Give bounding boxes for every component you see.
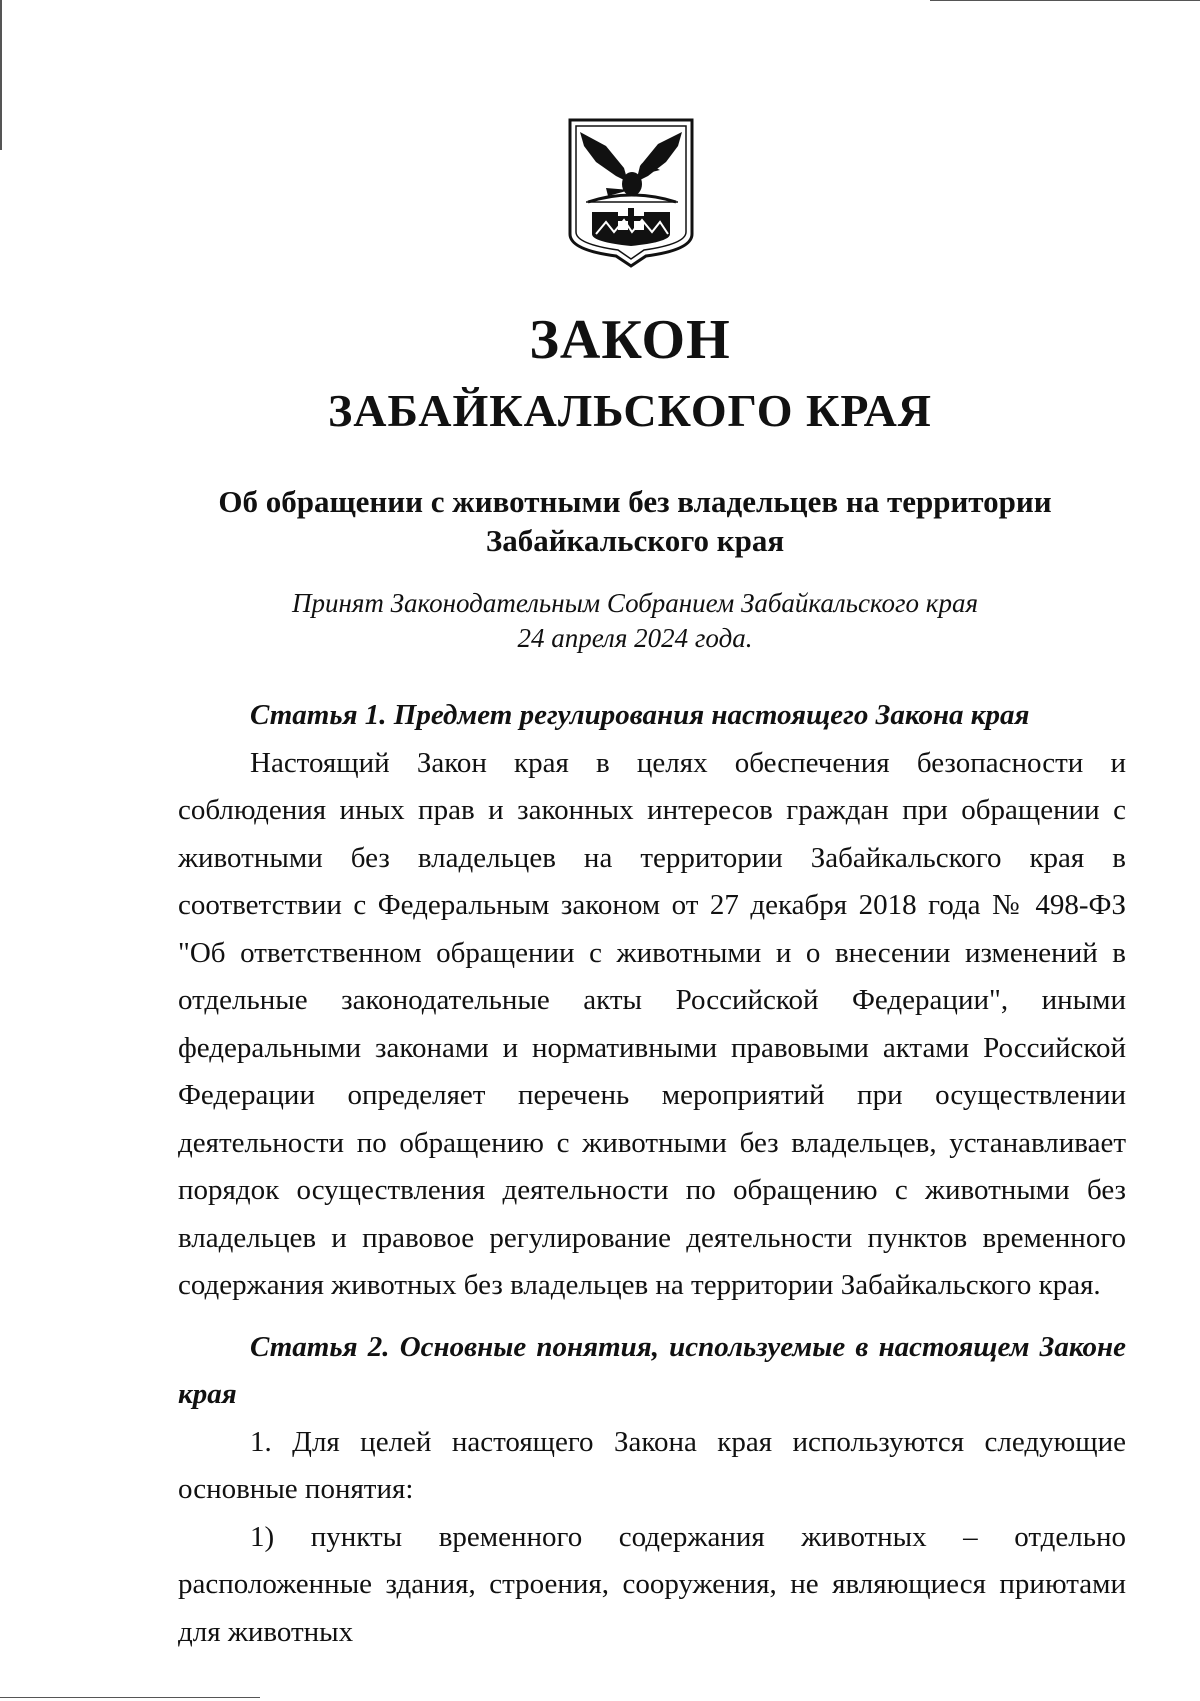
article-1-text: Настоящий Закон края в целях обеспечения безопасности и соблюдения иных прав и законных интересов граждан при обращении с животными без владельцев на территории Забайкальского края в соответствии с Федеральным законом от 27 декабря 2018 года № 498-ФЗ "Об ответственном обращении с животными и о внесении изменений в отдельные законодательные акты Российской Федерации", иными федеральными законами и нормативными правовыми актами Российской Федерации определяет перечень мероприятий при осуществлении деятельности по обращению с животными без владельцев, устанавливает порядок осуществления деятельности по обращению с животными без владельцев и правовое регулирование деятельности пунктов временного содержания животных без владельцев на территории Забайкальского края. [178, 746, 1126, 1301]
article-1-heading: Статья 1. Предмет регулирования настоящего Закона края [250, 699, 1030, 731]
article-2-paragraph-1: 1. Для целей настоящего Закона края используются следующие основные понятия: [178, 1425, 1126, 1505]
article-2-item-1: 1) пункты временного содержания животных – отдельно расположенные здания, строения, сооружения, не являющиеся приютами для животных [178, 1520, 1126, 1648]
law-body [178, 692, 1126, 1656]
law-subtitle-line2: Забайкальского края [485, 523, 785, 558]
coat-of-arms-emblem [566, 116, 696, 268]
scan-artifact-left [0, 0, 2, 150]
law-subtitle [150, 482, 1120, 560]
article-2-heading: Статья 2. Основные понятия, используемые в настоящем Законе края [178, 1330, 1126, 1410]
adoption-date: 24 апреля 2024 года. [517, 623, 753, 653]
scan-artifact-bottom [0, 1697, 260, 1698]
scan-artifact-top [930, 0, 1200, 1]
adoption-note-line1: Принят Законодательным Собранием Забайкальского края [291, 588, 978, 618]
adoption-note [150, 586, 1120, 656]
document-title: ЗАКОН [529, 309, 731, 371]
law-subtitle-line1: Об обращении с животными без владельцев на территории [218, 484, 1052, 519]
document-title-region: ЗАБАЙКАЛЬСКОГО КРАЯ [327, 385, 933, 436]
